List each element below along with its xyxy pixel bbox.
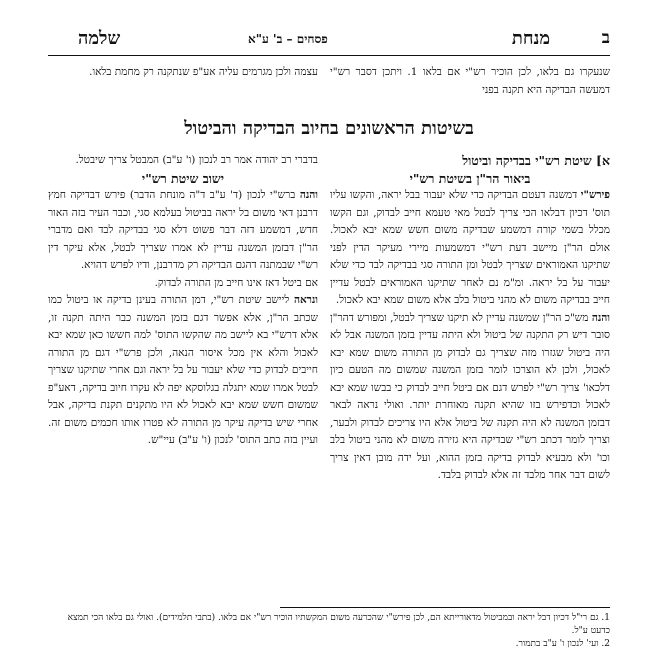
page-letter: ב: [601, 28, 610, 48]
right-paragraph-2: [330, 310, 610, 485]
page-header: [48, 28, 610, 52]
left-paragraph-1: [48, 187, 318, 275]
left-intro-text: בדברי רב יהודה אמר רב לנכון (ו' ע"ב) המבטל צריך שיבטל.: [75, 154, 318, 166]
intro-right-column: [330, 64, 610, 99]
paragraph-text: דמשנה דעטם הבדיקה כדי שלא יעבור בבל יראה, והקשו עליו תוס' דכיון דבלאו הכי צריך לבטל מאי טעמא חייב לבדוק, וגם הקשו מכלל בשמי קורה דמשמע שבדיקה משום חשש שמא יבא לאכול. אולם הר"ן מיישב דעת רש"י דמשמעות מיירי מעיקר הדין לפני שתיקנו האמוראים שצריך לבטל ומן התורה סגי בבדיקה לבד כדי שלא יעבור על בל יראה. ומ"מ נם לאחר שתיקנו האמוראים לבטל עדיין חייב בבדיקה משום לא מהני ביטול בלב אלא משום שמא יבא לאכול.: [330, 189, 610, 306]
page-reference: פסחים – ב' ע"א: [248, 32, 328, 46]
footnote-1: 1. גם רי"ל דכיון דבל יראה ובמביטול מדאורייתא הם, לכן פירש"י שהכרעה משום המקשתיו הוכיר רש"י אם בלאו. (בתבי תלמידים). ואולי גם בלאו הכי תמצא כדעט ע"ל.: [67, 613, 610, 636]
paragraph-text: ליישב שיטת רש"י, דמן התורה בעינן בדיקה או ביטול כמו שכתב הר"ן, אלא אפשר דגם בזמן המשנה כבר היתה תקנה זו, אלא דרש"י בא ליישב מה שהקשו התוס' למה חששו כאן שמא יבא לאכול והלא אין מכל איסור הנאה, ולכן פרש"י דגם מן התורה חייבים לבדוק כדי שלא יעבור על בל יראה וגם אחרי שתיקנו שצריך לבטל אמרו שמא יתגלה בגלוסקא יפה לא עקרו חיוב בדיקה, דאע"פ שמשום חשש שמא יבא לאכול לא היו מתקנים תקנת בדיקה, אבל אחרי שיש בדיקה עיקר מן התורה לא פטרו אותו חכמים משום זה. ועיין בזה כתב התוס' לנכון (ו' ע"ב) עיי"ש.: [48, 294, 318, 446]
paragraph-text: אם ביטל דאז אינו חייב מן התורה לבדוק.: [154, 276, 318, 289]
section-heading-2: ביאור הר"ן בשיטת רש"י: [409, 170, 531, 186]
lead-word: פירש"י: [580, 189, 610, 201]
right-column: [330, 152, 610, 485]
paragraph-text: ברש"י לנכון (ד' ע"ב ד"ה מונחת הדבר) פירש דבדיקה חמץ דרבנן דאי משום בל יראה בביטול בעלמא סגי, וכבר העיר בזה האור חדש, דמשמע דזה דבר פשוט דלא סגי בבדיקה לבד ואם מדברי הר"ן דבזמן המשנה עדיין לא אמרו שצריך לבטל, אלא עיקר דין רש"י שבמתנה דהגם הבדיקה רק מדרבנן, ודיו לפרש דהויא.: [48, 189, 318, 271]
section-heading-1: א] שיטת רש"י בבדיקה וביטול: [462, 153, 610, 168]
book-title: מנחת: [511, 28, 550, 49]
lead-word: והנה: [299, 189, 318, 201]
section-heading-3: ישוב שיטת רש"י: [141, 170, 225, 186]
lead-word: והנה: [591, 311, 610, 324]
left-column: [48, 152, 318, 450]
paragraph-text: מש"כ הר"ן שמשנה עדיין לא תיקנו שצריך לבטל, ומפורש דהר"ן סובר דיש רק התקנה של ביטול ולא היתה עדיין בזמן המשנה אבל לא היה ביטול שגזרו מזה שצריך גם לבדוק מן התורה משום שמא יבא לאכול, ולכן לא הוצרכו לומר בזמן המשנה שמשום מה הטעם כיון דלכאו' צריך רש"י לפרש דגם אם ביטל חייב לבדוק כי בבשו שמא יבא לאכול וכדפירש בזו שהיא תקנה מאוחרת יותר. ואולי נראה לבאר דבזמן המשנה לא היה תקנה של ביטול אלא היו צריכים לבדוק ולבער, וצריך לומר דכתב רש"י שבדיקה היא גזירה משום לא מהני ביטול בלב וכו' ולא מבעיא לבדוק בדיקה בזמן ההוא, ועל ידה מובן דאין צריך לשום דבר אחר מלבד זה אלא לבדוק בלבד.: [330, 311, 610, 481]
footnote-rule: [280, 607, 610, 608]
intro-left-column: [48, 64, 318, 82]
right-paragraph-1: [330, 187, 610, 310]
footnote-2: 2. ועי' לנכון ו' ע"ב בתמור.: [515, 639, 610, 649]
main-section-title: בשיטות הראשונים בחיוב הבדיקה והביטול: [184, 118, 474, 139]
left-paragraph-2: [48, 275, 318, 293]
author-title: שלמה: [78, 28, 121, 49]
intro-right-text: שנעקרו גם בלאו, לכן הוכיר רש"י אם בלאו 1. ויתכן דסבר רש"י דמעשה הבדיקה היא תקנה בפני: [330, 66, 610, 96]
footnotes: [48, 612, 610, 651]
left-paragraph-3: [48, 292, 318, 450]
lead-word: ונראה: [293, 294, 318, 306]
intro-left-text: עצמה ולכן מגרמים עליה אע"פ שנתקנה רק מחמת בלאו.: [89, 66, 318, 78]
header-rule: [48, 55, 610, 56]
